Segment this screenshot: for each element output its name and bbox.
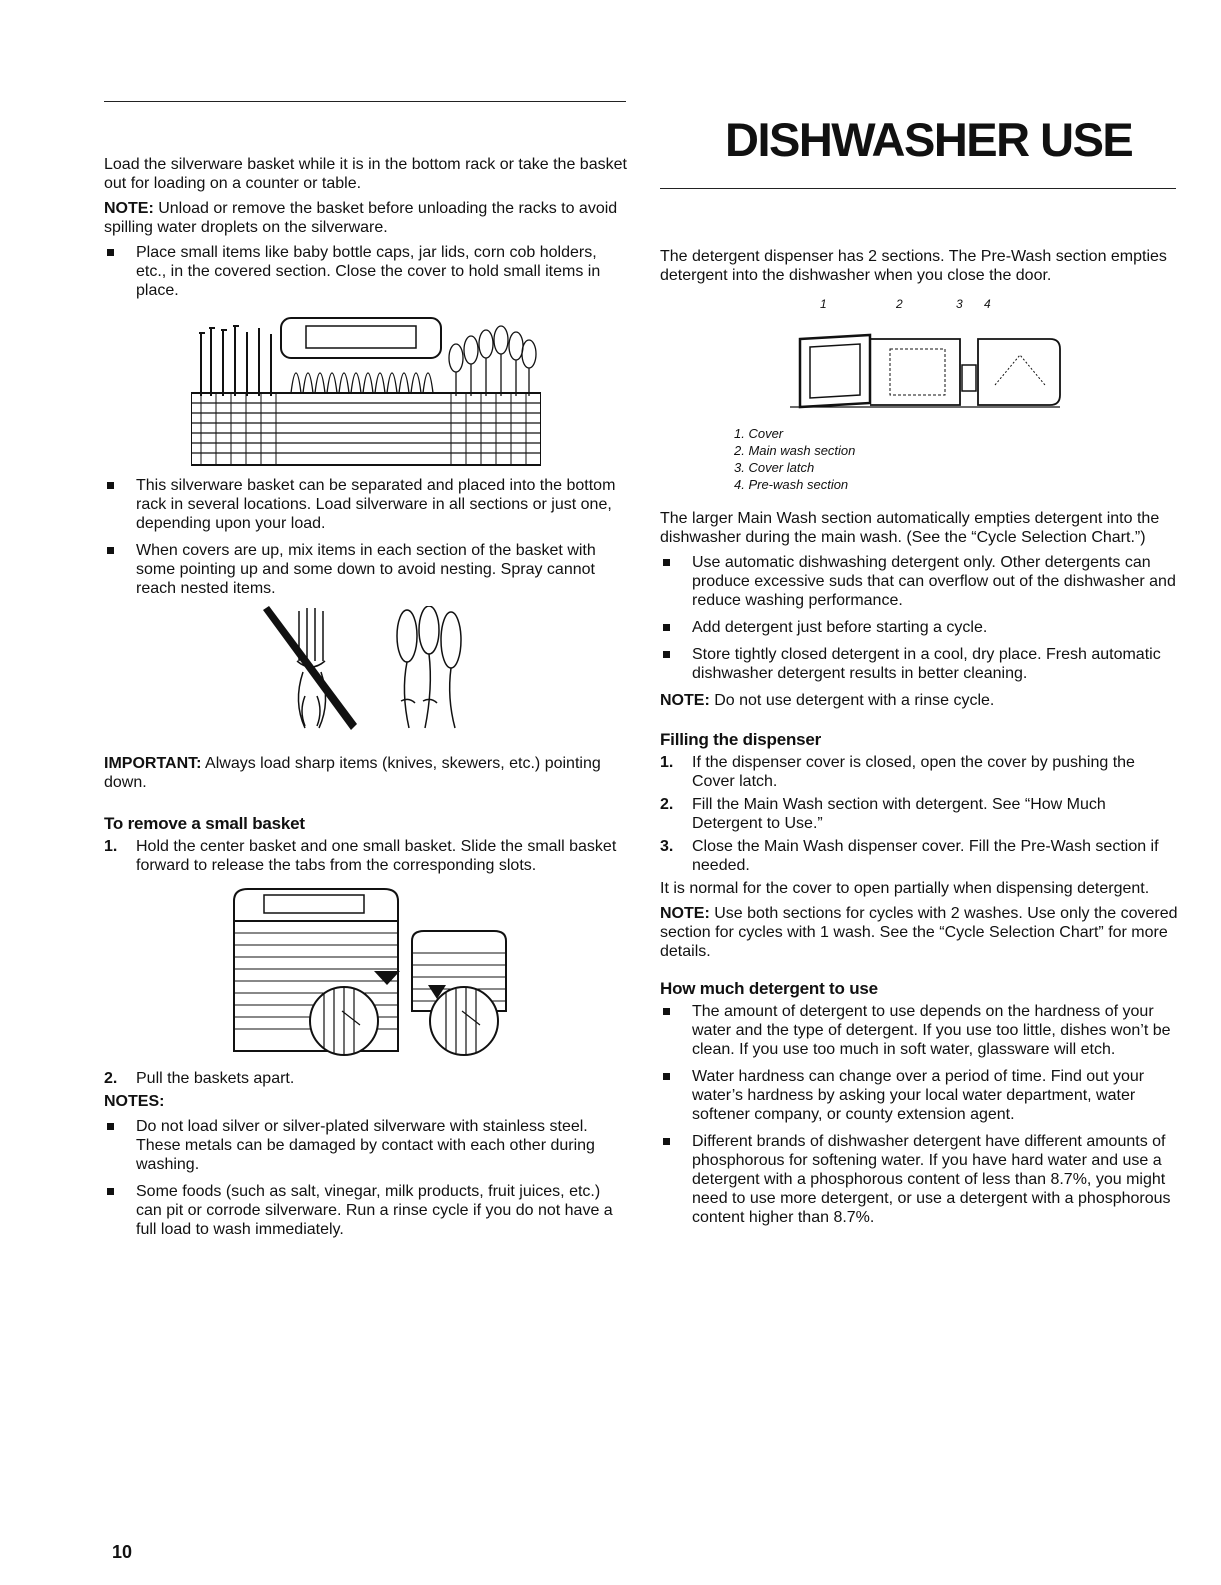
note-text: Do not use detergent with a rinse cycle. [709, 692, 995, 709]
knife-fork-spoon-illustration [259, 606, 479, 736]
dispenser-callouts [660, 291, 1180, 321]
legend-item-cover: 1. Cover [734, 426, 784, 441]
bullet-store-detergent: Store tightly closed detergent in a cool, dry place. Fresh automatic dishwasher detergent results in better cleaning. [660, 645, 1180, 683]
remove-step-1 [104, 837, 628, 875]
basket-separation-illustration [224, 881, 514, 1061]
step-number: 1. [104, 838, 118, 855]
detergent-dispenser-illustration [780, 325, 1070, 415]
title-underline-rule [660, 188, 1176, 189]
how-much-heading: How much detergent to use [660, 979, 878, 998]
step-text: Fill the Main Wash section with detergent. See “How Much Detergent to Use.” [692, 796, 1106, 832]
top-left-rule [104, 101, 626, 102]
note-text: Use both sections for cycles with 2 washes. Use only the covered section for cycles with 1 wash. See the “Cycle Selection Chart” for more details. [660, 905, 1178, 960]
dispenser-intro: The detergent dispenser has 2 sections. The Pre-Wash section empties detergent into the dishwasher when you close the door. [660, 248, 1167, 284]
bullet-separated-basket: This silverware basket can be separated and placed into the bottom rack in several locations. Load silverware in all sections or just one, depending upon your load. [104, 476, 628, 533]
legend-item-main-wash: 2. Main wash section [734, 443, 856, 458]
notes-bullet-silver: Do not load silver or silver-plated silverware with stainless steel. These metals can be damaged by contact with each other during washing. [104, 1117, 628, 1174]
sections-note [660, 904, 1180, 961]
normal-paragraph: It is normal for the cover to open partially when dispensing detergent. [660, 880, 1150, 897]
bullet-hardness: Water hardness can change over a period of time. Find out your water’s hardness by asking your local water department, water softener company, or county extension agent. [660, 1067, 1180, 1124]
note-label: NOTE: [660, 905, 710, 922]
fill-step-3 [660, 837, 1180, 875]
callout-4: 4 [984, 297, 991, 311]
remove-basket-heading: To remove a small basket [104, 814, 305, 833]
step-number: 2. [660, 796, 674, 813]
left-column [104, 155, 628, 1247]
silverware-basket-illustration [191, 308, 541, 470]
page-number: 10 [112, 1542, 133, 1562]
bullet-automatic-detergent: Use automatic dishwashing detergent only. Other detergents can produce excessive suds that can overflow out of the dishwasher and reduce washing performance. [660, 553, 1180, 610]
important-label: IMPORTANT: [104, 755, 202, 772]
intro-paragraph: Load the silverware basket while it is in the bottom rack or take the basket out for loading on a counter or table. [104, 156, 627, 192]
step-number: 2. [104, 1070, 118, 1087]
fill-step-1 [660, 753, 1180, 791]
step-number: 1. [660, 754, 674, 771]
important-paragraph [104, 754, 628, 792]
legend-item-cover-latch: 3. Cover latch [734, 460, 815, 475]
callout-1: 1 [820, 297, 827, 311]
main-wash-paragraph: The larger Main Wash section automatically empties detergent into the dishwasher during the main wash. (See the “Cycle Selection Chart.”) [660, 510, 1160, 546]
important-text: Always load sharp items (knives, skewers, etc.) pointing down. [104, 755, 601, 791]
bullet-covers-up: When covers are up, mix items in each section of the basket with some pointing up and some down to avoid nesting. Spray cannot reach nested items. [104, 541, 628, 598]
note-paragraph [104, 199, 628, 237]
step-number: 3. [660, 838, 674, 855]
bullet-small-items: Place small items like baby bottle caps, jar lids, corn cob holders, etc., in the covered section. Close the cover to hold small items in place. [104, 243, 628, 300]
callout-2: 2 [896, 297, 903, 311]
filling-heading: Filling the dispenser [660, 730, 822, 749]
notes-bullet-foods: Some foods (such as salt, vinegar, milk products, fruit juices, etc.) can pit or corrode silverware. Run a rinse cycle if you do not have a full load to wash immediately. [104, 1182, 628, 1239]
note-text: Unload or remove the basket before unloading the racks to avoid spilling water droplets on the silverware. [104, 200, 618, 236]
rinse-note [660, 691, 1180, 710]
page-title: DISHWASHER USE [725, 113, 1133, 166]
fill-step-2 [660, 795, 1180, 833]
legend-item-pre-wash: 4. Pre-wash section [734, 477, 849, 492]
step-text: If the dispenser cover is closed, open the cover by pushing the Cover latch. [692, 754, 1135, 790]
step-text: Pull the baskets apart. [136, 1070, 295, 1087]
remove-step-2 [104, 1069, 628, 1088]
bullet-add-before-cycle: Add detergent just before starting a cycle. [660, 618, 1180, 637]
bullet-brands: Different brands of dishwasher detergent have different amounts of phosphorous for softening water. If you have hard water and use a detergent with a phosphorous content of less than 8.7%, you might need to use more detergent, or use a detergent with a phosphorous content higher than 8.7%. [660, 1132, 1180, 1227]
bullet-amount: The amount of detergent to use depends on the hardness of your water and the type of detergent. If you use too little, dishes won’t be clean. If you use too much in soft water, glassware will etch. [660, 1002, 1180, 1059]
callout-3: 3 [956, 297, 963, 311]
notes-label [104, 1092, 628, 1111]
note-label: NOTE: [104, 200, 154, 217]
right-column [660, 247, 1180, 1235]
notes-label-text: NOTES: [104, 1093, 165, 1110]
note-label: NOTE: [660, 692, 710, 709]
dispenser-legend [734, 425, 1180, 493]
step-text: Hold the center basket and one small basket. Slide the small basket forward to release the tabs from the corresponding slots. [136, 838, 617, 874]
step-text: Close the Main Wash dispenser cover. Fill the Pre-Wash section if needed. [692, 838, 1159, 874]
